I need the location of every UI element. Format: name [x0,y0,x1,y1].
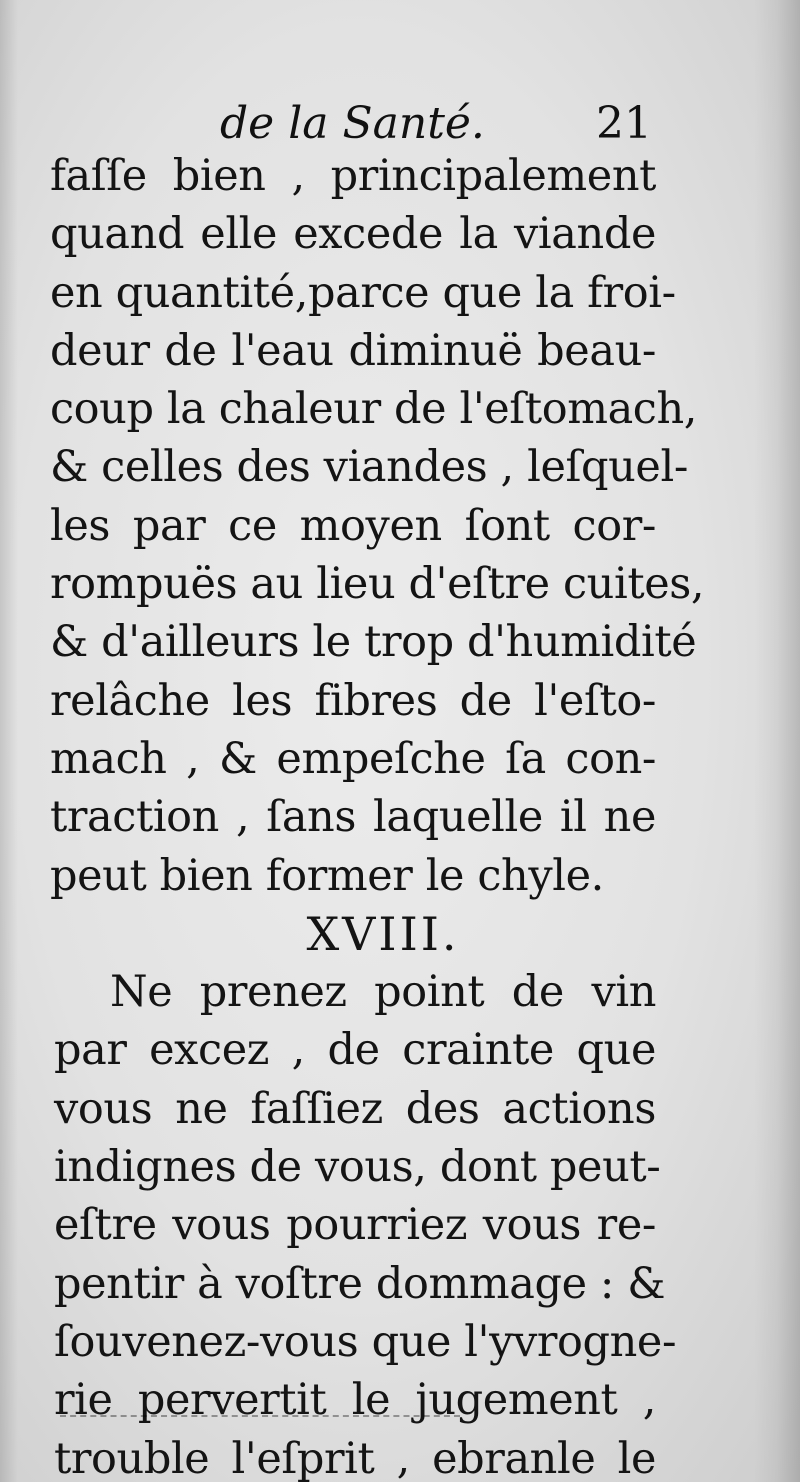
section-text-line: eſtre vous pourriez vous re- [54,1200,656,1251]
body-text [50,147,705,1482]
text-line: traction , ſans laquelle il ne [50,792,656,843]
page-edge-shadow [0,0,18,1482]
text-line: deur de l'eau diminuë beau- [50,325,656,376]
running-title: de la Santé. [220,98,485,149]
binding-shadow [754,0,800,1482]
section-text-line: Ne prenez point de vin [110,967,656,1018]
section-text-line: pentir à voſtre dommage : & [54,1258,666,1309]
text-line: peut bien former le chyle. [50,850,604,901]
bottom-edge-marks [60,1415,460,1417]
text-line: quand elle excede la viande [50,209,656,260]
section-text-line: ſouvenez-vous que l'yvrogne- [54,1316,677,1367]
section-text-line: par excez , de crainte que [54,1025,656,1076]
text-line: & celles des viandes , leſquel- [50,442,688,493]
section-text-line: vous ne faſſiez des actions [54,1083,656,1134]
text-line: & d'ailleurs le trop d'humidité [50,617,697,668]
text-line: en quantité,parce que la froi- [50,267,676,318]
section-text-line: indignes de vous, dont peut- [54,1142,661,1193]
text-line: rompuës au lieu d'eſtre cuites, [50,559,705,610]
text-line: mach , & empeſche ſa con- [50,733,656,784]
page-number: 21 [596,98,652,149]
text-line: faſſe bien , principalement [50,151,656,201]
section-heading: XVIII. [306,906,460,961]
text-line: relâche les fibres de l'eſto- [50,675,656,726]
text-line: les par ce moyen ſont cor- [50,500,656,551]
text-line: coup la chaleur de l'eſtomach, [50,384,698,435]
section-text-line: rie pervertit le jugement , [54,1375,656,1426]
section-text-line: trouble l'eſprit , ebranle le [54,1433,656,1482]
